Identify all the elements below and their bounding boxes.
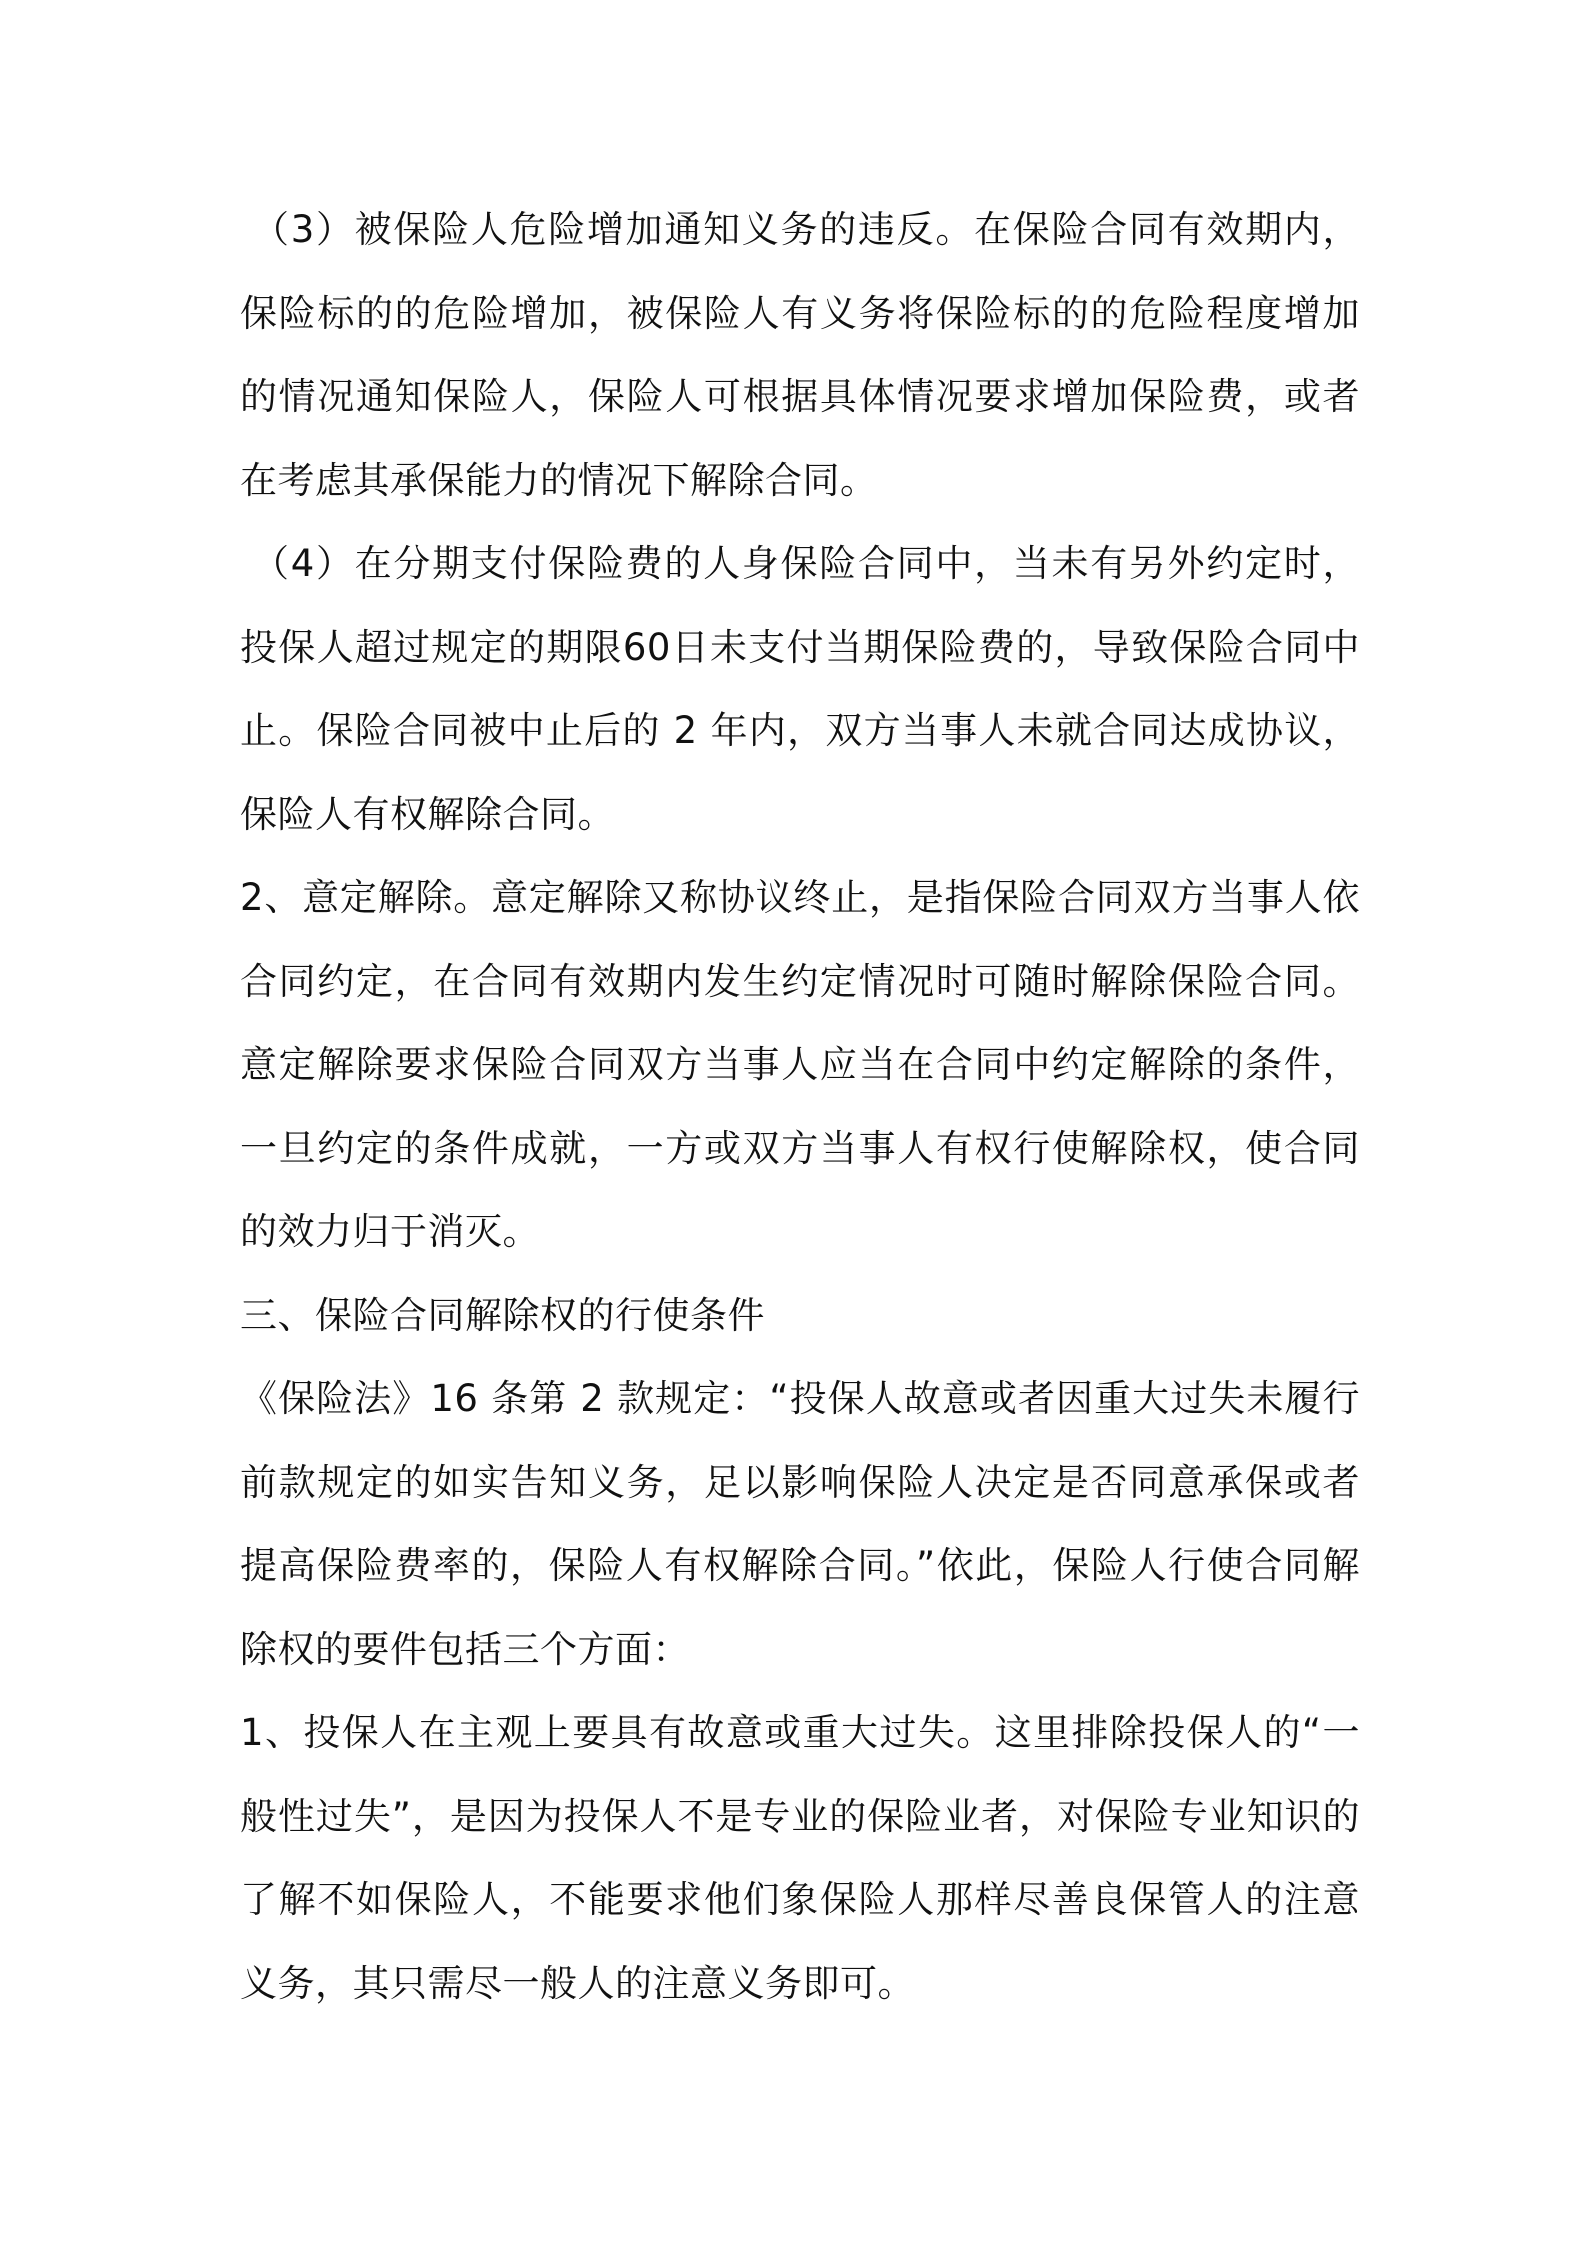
paragraph-agreed-termination: 2、意定解除。意定解除又称协议终止，是指保险合同双方当事人依合同约定，在合同有效期内发生约定情况时可随时解除保险合同。意定解除要求保险合同双方当事人应当在合同中约定解除的条件，一旦约定的条件成就，一方或双方当事人有权行使解除权，使合同的效力归于消灭。 <box>240 876 1360 1253</box>
paragraph-risk-increase-notice: （3）被保险人危险增加通知义务的违反。在保险合同有效期内，保险标的的危险增加，被保险人有义务将保险标的的危险程度增加的情况通知保险人，保险人可根据具体情况要求增加保险费，或者在考虑其承保能力的情况下解除合同。 <box>240 208 1360 502</box>
paragraph-installment-premium: （4）在分期支付保险费的人身保险合同中，当未有另外约定时，投保人超过规定的期限60日未支付当期保险费的，导致保险合同中止。保险合同被中止后的 2 年内，双方当事人未就合同达成协议，保险人有权解除合同。 <box>240 542 1360 836</box>
section-heading-termination-conditions: 三、保险合同解除权的行使条件 <box>240 1293 765 1337</box>
document-body <box>240 188 1360 2025</box>
paragraph-insurance-law-article-16: 《保险法》16 条第 2 款规定：“投保人故意或者因重大过失未履行前款规定的如实告知义务，足以影响保险人决定是否同意承保或者提高保险费率的，保险人有权解除合同。”依此，保险人行使合同解除权的要件包括三个方面： <box>240 1377 1360 1671</box>
paragraph-intent-or-gross-negligence: 1、投保人在主观上要具有故意或重大过失。这里排除投保人的“一般性过失”，是因为投保人不是专业的保险业者，对保险专业知识的了解不如保险人，不能要求他们象保险人那样尽善良保管人的注意义务，其只需尽一般人的注意义务即可。 <box>240 1711 1360 2005</box>
